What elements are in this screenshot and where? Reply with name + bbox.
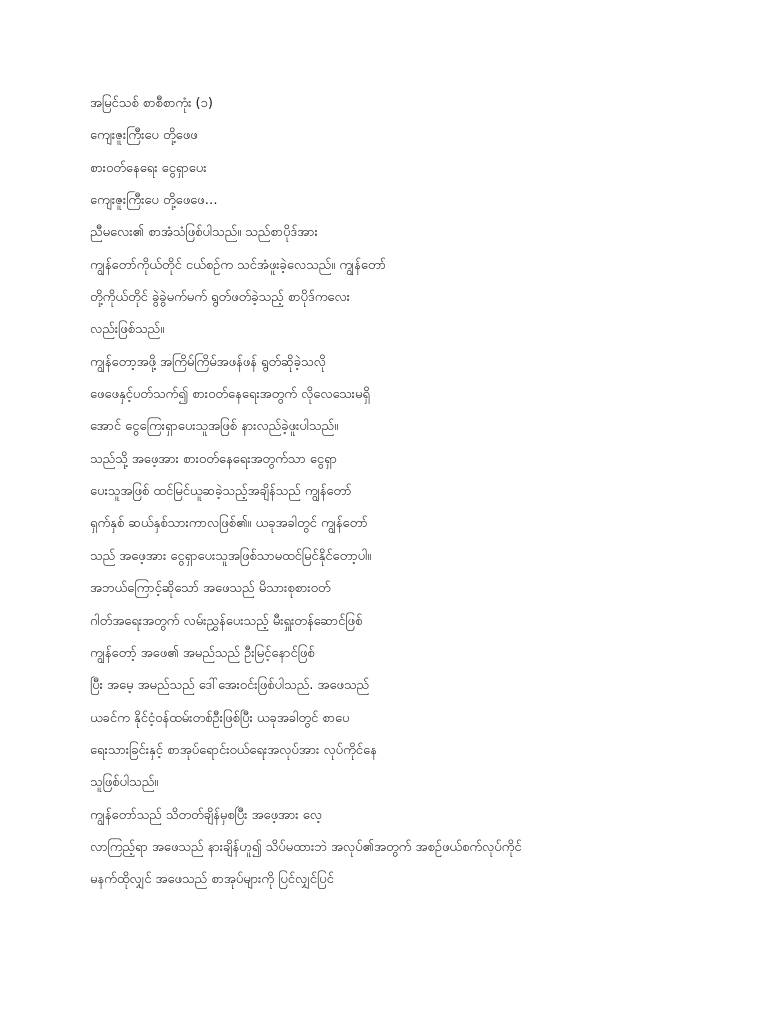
text-line: ပေးသူအဖြစ် ထင်မြင်ယူဆခဲ့သည့်အချိန်သည် ကျွန်တော်	[90, 484, 352, 500]
text-line: ကျေးဇူးကြီးပေ တို့ဖေဖ	[90, 128, 198, 144]
text-line: အောင် ငွေကြေးရှာပေးသူအဖြစ် နားလည်ခဲ့ဖူးပါသည်။	[90, 419, 339, 435]
text-line: ကျွန်တော့် အဖေ၏ အမည်သည် ဦးမြင့်နောင်ဖြစ်	[90, 645, 315, 661]
text-line: မနက်ထိုလျှင် အဖေသည် စာအုပ်များကို ပြင်လျှင်ပြင်	[90, 872, 334, 888]
text-line: စားဝတ်နေရေး ငွေရှာပေး	[90, 160, 207, 176]
text-line: ရေးသားခြင်းနှင့် စာအုပ်ရောင်းဝယ်ရေးအလုပ်အား လုပ်ကိုင်နေ	[90, 742, 377, 758]
document-body	[90, 90, 730, 899]
text-line: လာကြည့်ရာ အဖေသည် နားချိန်ဟူ၍ သိပ်မထားဘဲ အလုပ်၏အတွက် အစဉ်ဖယ်စက်လုပ်ကိုင်	[90, 839, 522, 855]
text-line: ကျွန်တော်သည် သိတတ်ချိန်မှစပြီး အဖေ့အား လေ့	[90, 807, 322, 823]
text-line: ရှက်နှစ် ဆယ်နှစ်သားကာလဖြစ်၏။ ယခုအခါတွင် ကျွန်တော်	[90, 516, 368, 532]
text-line: ကျေးဇူးကြီးပေ တို့ဖေဖေ…	[90, 193, 218, 209]
text-line: ယခင်က နိုင်ငံ့ဝန်ထမ်းတစ်ဦးဖြစ်ပြီး ယခုအခါတွင် စာပေ	[90, 710, 350, 726]
text-line: ဂါတ်အရေးအတွက် လမ်းညွှန်ပေးသည့် မီးရှူးတန်ဆောင်ဖြစ်	[90, 613, 363, 629]
document-title: အမြင်သစ် စာစီစာကုံး (၁)	[90, 96, 214, 111]
text-line: သည် အဖေ့အား ငွေရှာပေးသူအဖြစ်သာမထင်မြင်နိုင်တော့ပါ။	[90, 548, 372, 564]
text-line: ညီမလေး၏ စာအံသံဖြစ်ပါသည်။ သည်စာပိုဒ်အား	[90, 225, 318, 241]
text-line: ပြီး အမေ့ အမည်သည် ဒေါ်အေးဝင်းဖြစ်ပါသည်. အဖေသည်	[90, 678, 370, 694]
text-line: သည်သို့ အဖေ့အား စားဝတ်နေရေးအတွက်သာ ငွေရှာ	[90, 451, 337, 467]
text-line: တို့ကိုယ်တိုင် ခွဲခွဲမက်မက် ရွတ်ဖတ်ခဲ့သည့် စာပိုဒ်ကလေး	[90, 290, 350, 306]
text-line: ဖေဖေနှင့်ပတ်သက်၍ စားဝတ်နေရေးအတွက် လိုလေသေးမရှိ	[90, 387, 370, 403]
text-line: အဘယ်ကြောင့်ဆိုသော် အဖေသည် မိသားစုစားဝတ်	[90, 581, 331, 597]
text-line: ကျွန်တော်ကိုယ်တိုင် ငယ်စဉ်က သင်အံဖူးခဲ့လေသည်။ ကျွန်တော်	[90, 257, 386, 273]
text-line: သူဖြစ်ပါသည်။	[90, 775, 159, 791]
text-line: ကျွန်တော့အဖို့ အကြိမ်ကြိမ်အဖန်ဖန် ရွတ်ဆိုခဲ့သလို	[90, 354, 326, 370]
text-line: လည်းဖြစ်သည်။	[90, 322, 165, 338]
